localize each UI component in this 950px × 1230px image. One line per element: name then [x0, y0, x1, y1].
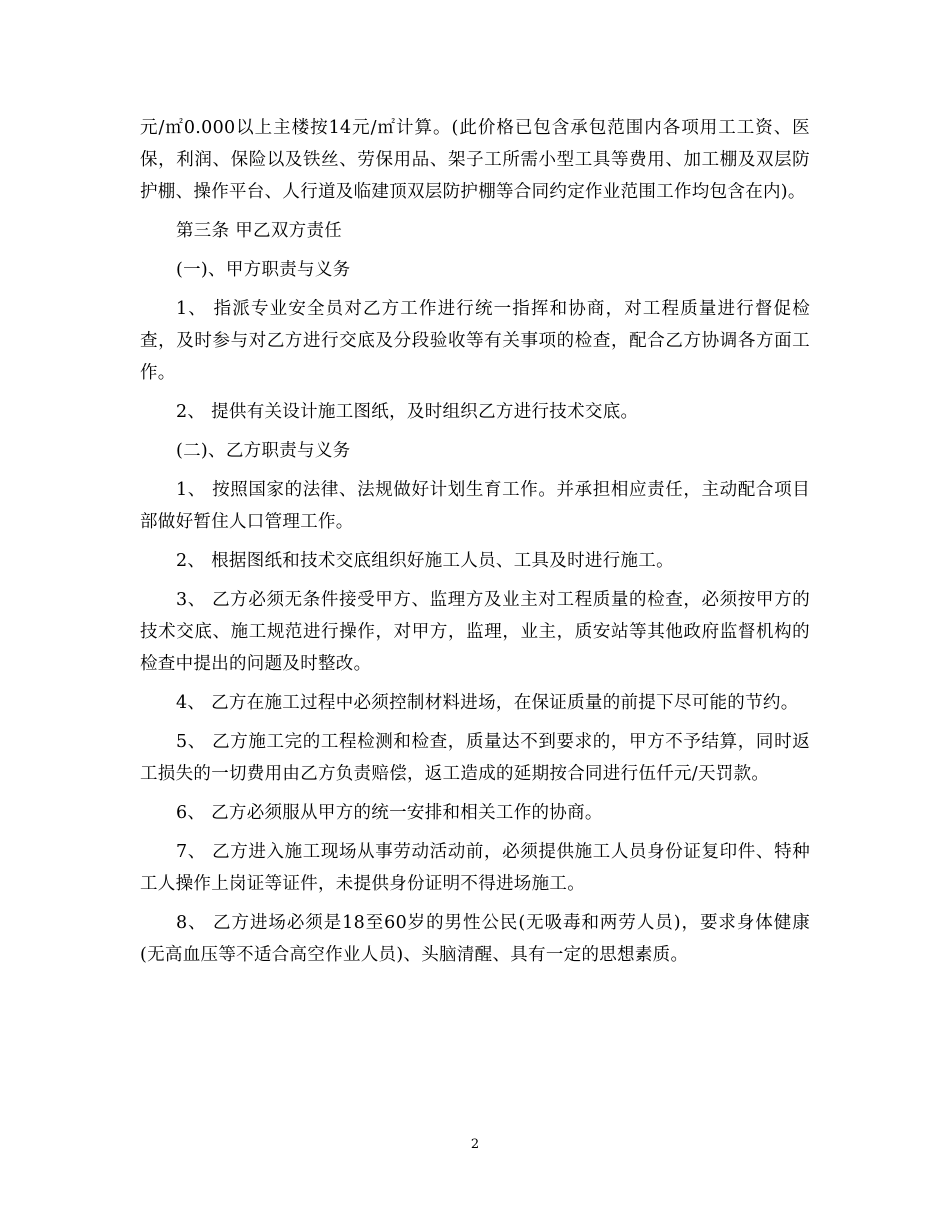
party-b-item-8: 8、 乙方进场必须是18至60岁的男性公民(无吸毒和两劳人员)，要求身体健康(无高血压等不适合高空作业人员)、头脑清醒、具有一定的思想素质。: [140, 913, 810, 965]
party-b-item-2: 2、 根据图纸和技术交底组织好施工人员、工具及时进行施工。: [176, 551, 674, 571]
page-number: 2: [470, 1137, 480, 1152]
party-b-item-1: 1、 按照国家的法律、法规做好计划生育工作。并承担相应责任，主动配合项目部做好暂住人口管理工作。: [140, 480, 810, 532]
party-b-item-7: 7、 乙方进入施工现场从事劳动活动前，必须提供施工人员身份证复印件、特种工人操作上岗证等证件，未提供身份证明不得进场施工。: [140, 842, 810, 894]
document-body: [140, 112, 810, 971]
paragraph-continuation: 元/㎡0.000以上主楼按14元/㎡计算。(此价格已包含承包范围内各项用工工资、医保，利润、保险以及铁丝、劳保用品、架子工所需小型工具等费用、加工棚及双层防护棚、操作平台、人行道及临建顶双层防护棚等合同约定作业范围工作均包含在内)。: [140, 118, 810, 202]
party-b-item-5: 5、 乙方施工完的工程检测和检查，质量达不到要求的，甲方不予结算，同时返工损失的一切费用由乙方负责赔偿，返工造成的延期按合同进行伍仟元/天罚款。: [140, 732, 810, 784]
section-heading-article-3: 第三条 甲乙双方责任: [176, 221, 343, 241]
party-b-item-4: 4、 乙方在施工过程中必须控制材料进场，在保证质量的前提下尽可能的节约。: [176, 693, 799, 713]
party-b-item-3: 3、 乙方必须无条件接受甲方、监理方及业主对工程质量的检查，必须按甲方的技术交底、施工规范进行操作，对甲方，监理，业主，质安站等其他政府监督机构的检查中提出的问题及时整改。: [140, 590, 810, 674]
subsection-heading-party-a: (一)、甲方职责与义务: [176, 260, 351, 280]
party-b-item-6: 6、 乙方必须服从甲方的统一安排和相关工作的协商。: [176, 803, 603, 823]
party-a-item-1: 1、 指派专业安全员对乙方工作进行统一指挥和协商，对工程质量进行督促检查，及时参与对乙方进行交底及分段验收等有关事项的检查，配合乙方协调各方面工作。: [140, 299, 810, 383]
subsection-heading-party-b: (二)、乙方职责与义务: [176, 441, 351, 461]
party-a-item-2: 2、 提供有关设计施工图纸，及时组织乙方进行技术交底。: [176, 402, 639, 422]
